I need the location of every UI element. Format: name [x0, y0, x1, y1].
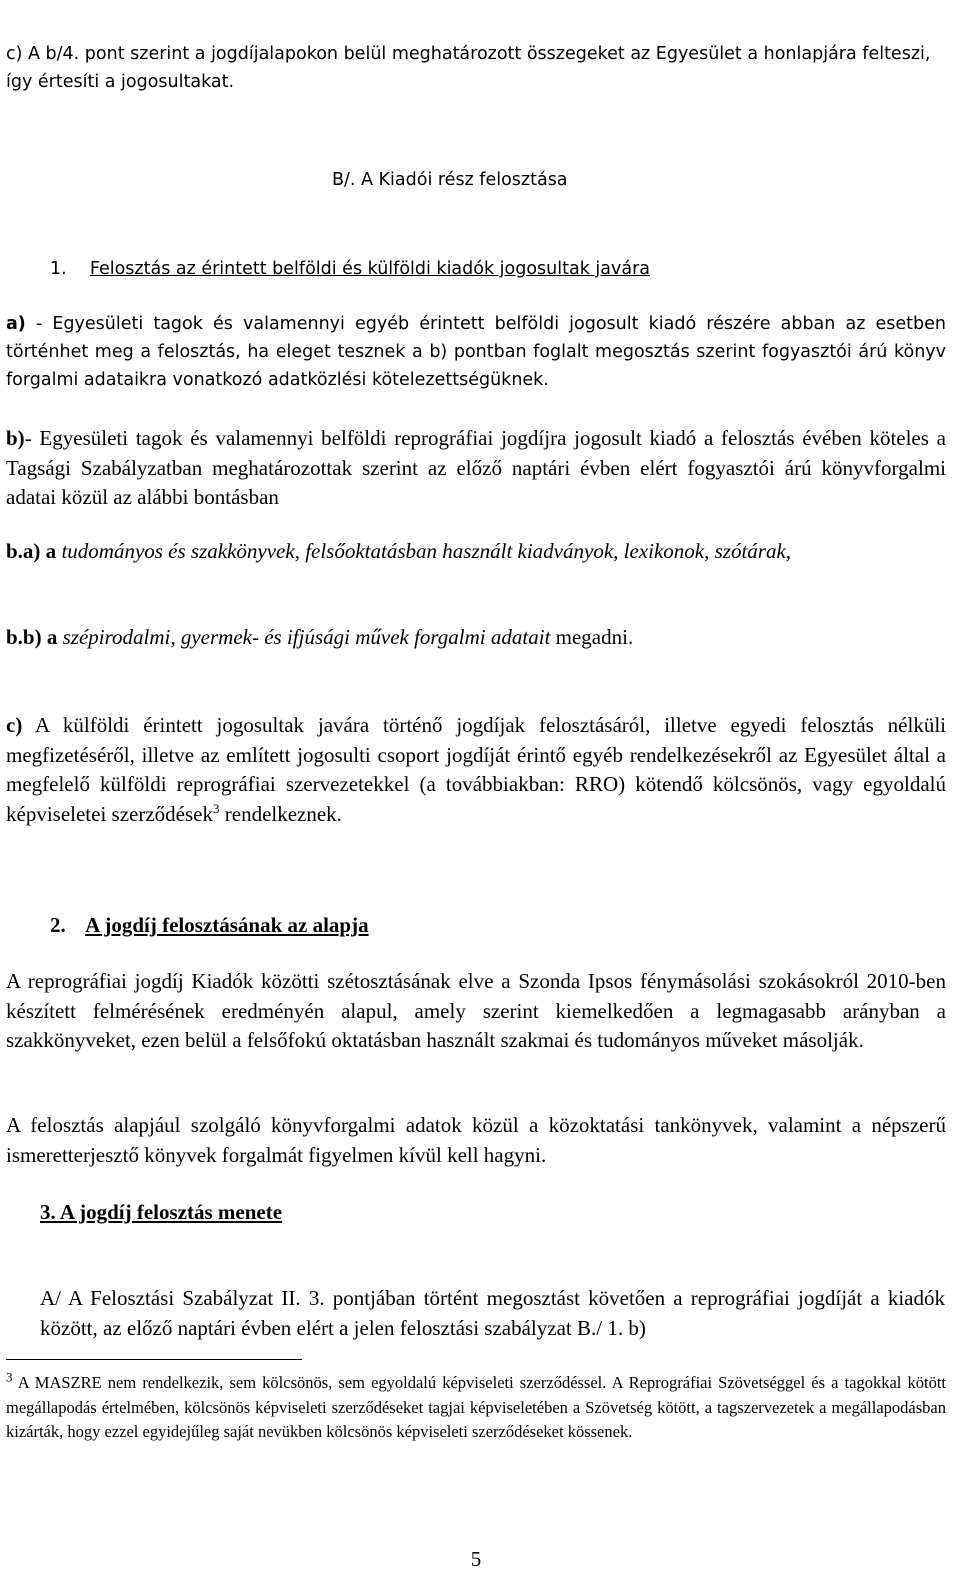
paragraph-a-label: a): [6, 314, 26, 334]
paragraph-b-label: b): [6, 426, 25, 450]
item-1-title: Felosztás az érintett belföldi és külföldi kiadók jogosultak javára: [89, 259, 650, 279]
paragraph-c-label: c): [6, 713, 23, 737]
paragraph-2b: A felosztás alapjául szolgáló könyvforgalmi adatok közül a közoktatási tankönyvek, valamint a népszerű ismeretterjesztő könyvek forgalmát figyelmen kívül kell hagyni.: [6, 1113, 946, 1167]
intro-paragraph: [6, 40, 946, 96]
footnote: [6, 1371, 946, 1445]
footnote-separator: [6, 1359, 302, 1360]
item-2-heading: [50, 911, 940, 941]
footnote-reference: 3: [213, 800, 220, 816]
paragraph-b-text: - Egyesületi tagok és valamennyi belföldi reprográfiai jogdíjra jogosult kiadó a felosztás évében köteles a Tagsági Szabályzatban meghatározottak szerint az előző naptári évben elért fogyasztói árú könyvforgalmi adatai közül az alábbi bontásban: [6, 426, 946, 509]
footnote-text: A MASZRE nem rendelkezik, sem kölcsönös, sem egyoldalú képviseleti szerződéssel. A Reprográfiai Szövetséggel és a tagokkal kötött megállapodás értelmében, kölcsönös képviseleti szerződéseket tagjai képviseletében a Szövetség kötött, a tagszervezetek a megállapodásban kizárták, hogy ezzel egyidejűleg saját nevükben kölcsönös képviseleti szerződéseket kössenek.: [6, 1373, 946, 1441]
paragraph-3a: A/ A Felosztási Szabályzat II. 3. pontjában történt megosztást követően a reprográfiai jogdíját a kiadók között, az előző naptári évben elért a jelen felosztási szabályzat B./ 1. b): [40, 1286, 945, 1340]
subitem-ba-text: tudományos és szakkönyvek, felsőoktatásban használt kiadványok, lexikonok, szótárak,: [61, 539, 792, 563]
paragraph-b: [6, 424, 946, 513]
subitem-bb-tail: megadni.: [555, 625, 634, 649]
page-number: 5: [470, 1547, 482, 1571]
paragraph-c: [6, 711, 946, 829]
subitem-ba: [6, 537, 946, 567]
subitem-bb: [6, 623, 946, 653]
item-2-number: 2.: [50, 913, 66, 937]
item-1-heading: [50, 255, 940, 283]
paragraph-2a: A reprográfiai jogdíj Kiadók közötti szétosztásának elve a Szonda Ipsos fénymásolási szokásokról 2010-ben készített felmérésének eredményén alapul, amely szerint kiemelkedően a legmagasabb arányban a szakkönyveket, ezen belül a felsőfokú oktatásban használt szakmai és tudományos műveket másolják.: [6, 969, 946, 1052]
paragraph-a: [6, 310, 946, 394]
footnote-number: 3: [6, 1369, 13, 1385]
paragraph-c-tail: rendelkeznek.: [224, 801, 342, 826]
paragraph-a-text: - Egyesületi tagok és valamennyi egyéb érintett belföldi jogosult kiadó részére abban az esetben történhet meg a felosztás, ha eleget tesznek a b) pontban foglalt megosztás szerint fogyasztói árú könyv forgalmi adataikra vonatkozó adatközlési kötelezettségüknek.: [6, 314, 946, 390]
paragraph-c-text: A külföldi érintett jogosultak javára történő jogdíjak felosztásáról, illetve egyedi felosztás nélküli megfizetéséről, illetve az említett jogosulti csoport jogdíját érintő egyéb rendelkezésekről az Egyesület által a megfelelő külföldi reprográfiai szervezetekkel (a továbbiakban: RRO) kötendő kölcsönös, vagy egyoldalú képviseletei szerződések: [6, 713, 946, 826]
item-3-heading: [40, 1198, 282, 1228]
subitem-bb-italic: szépirodalmi, gyermek- és ifjúsági művek forgalmi adatait: [62, 625, 551, 649]
subitem-bb-label: b.b) a: [6, 625, 58, 649]
intro-text: c) A b/4. pont szerint a jogdíjalapokon belül meghatározott összegeket az Egyesület a honlapjára felteszi, így értesíti a jogosultakat.: [6, 44, 931, 92]
item-2-title: A jogdíj felosztásának az alapja: [85, 913, 369, 937]
section-b-heading: B/. A Kiadói rész felosztása: [332, 170, 568, 190]
subitem-ba-label: b.a) a: [6, 539, 57, 563]
item-3-title: 3. A jogdíj felosztás menete: [40, 1200, 283, 1224]
item-1-number: 1.: [50, 259, 67, 279]
